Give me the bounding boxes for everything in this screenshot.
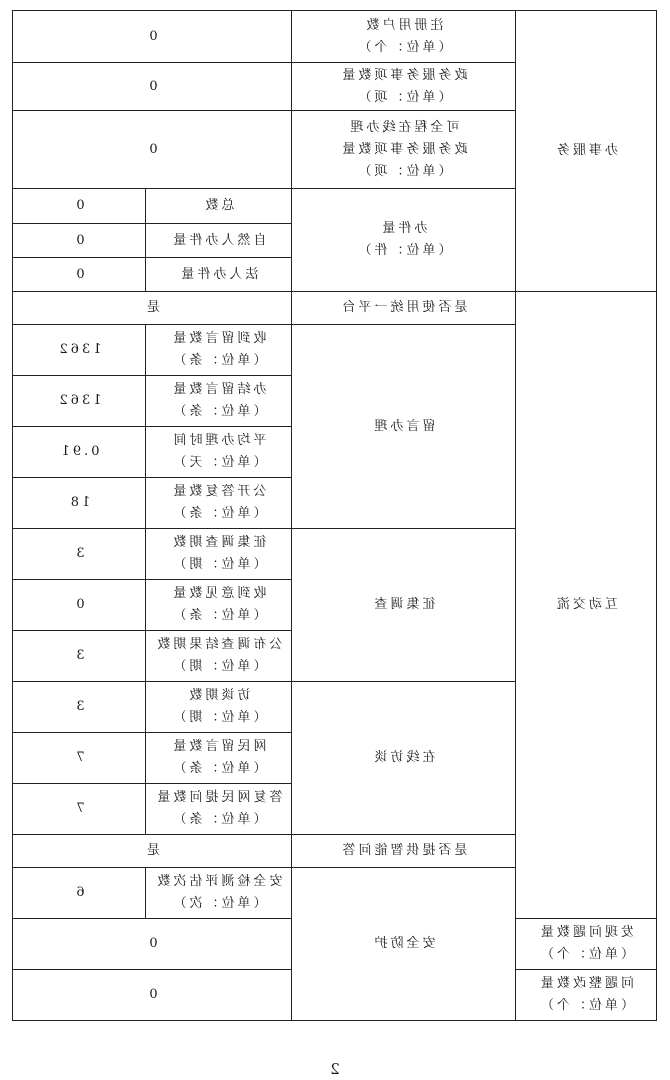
- section-security: 安全防护: [292, 868, 516, 1021]
- sub-label: 自然人办件量: [146, 224, 292, 258]
- sub-label: 答复网民提问数量 （单位：条）: [146, 784, 292, 835]
- sub-value: 7: [13, 733, 146, 784]
- row-value: 6: [13, 868, 146, 919]
- sub-label: 访谈期数 （单位：期）: [146, 682, 292, 733]
- sub-label: 总数: [146, 189, 292, 224]
- row-label: 政务服务事项数量 （单位：项）: [292, 63, 516, 111]
- row-value: 0: [13, 11, 292, 63]
- row-label: 留言办理: [292, 325, 516, 529]
- sub-value: 0: [13, 224, 146, 258]
- section-interaction: 互动交流: [516, 292, 657, 919]
- page-number: 2: [330, 1060, 340, 1078]
- sub-label: 公布调查结果期数 （单位：期）: [146, 631, 292, 682]
- sub-label: 征集调查期数 （单位：期）: [146, 529, 292, 580]
- sub-value: 7: [13, 784, 146, 835]
- sub-value: 3: [13, 529, 146, 580]
- row-value: 0: [13, 63, 292, 111]
- row-label: 在线访谈: [292, 682, 516, 835]
- row-label: 是否使用统一平台: [292, 292, 516, 325]
- sub-value: 0: [13, 580, 146, 631]
- sub-label: 收到意见数量 （单位：条）: [146, 580, 292, 631]
- row-value: 是: [13, 835, 292, 868]
- sub-value: 0: [13, 189, 146, 224]
- sub-value: 0.91: [13, 427, 146, 478]
- row-value: 是: [13, 292, 292, 325]
- row-label: 可全程在线办理 政务服务事项数量 （单位：项）: [292, 111, 516, 189]
- sub-value: 1362: [13, 325, 146, 376]
- sub-label: 法人办件量: [146, 258, 292, 292]
- sub-label: 公开答复数量 （单位：条）: [146, 478, 292, 529]
- row-label: 征集调查: [292, 529, 516, 682]
- sub-label: 收到留言数量 （单位：条）: [146, 325, 292, 376]
- row-label: 发现问题数量 （单位：个）: [516, 919, 657, 970]
- sub-label: 平均办理时间 （单位：天）: [146, 427, 292, 478]
- sub-value: 18: [13, 478, 146, 529]
- row-label: 办件量 （单位：件）: [292, 189, 516, 292]
- statistics-table: [12, 10, 657, 1021]
- row-value: 0: [13, 919, 292, 970]
- row-label: 注册用户数 （单位：个）: [292, 11, 516, 63]
- row-label: 问题整改数量 （单位：个）: [516, 970, 657, 1021]
- row-label: 是否提供智能问答: [292, 835, 516, 868]
- sub-label: 网民留言数量 （单位：条）: [146, 733, 292, 784]
- sub-label: 办结留言数量 （单位：条）: [146, 376, 292, 427]
- sub-value: 0: [13, 258, 146, 292]
- row-value: 0: [13, 970, 292, 1021]
- section-service: 办事服务: [516, 11, 657, 292]
- sub-value: 3: [13, 682, 146, 733]
- row-value: 0: [13, 111, 292, 189]
- sub-value: 3: [13, 631, 146, 682]
- row-label: 安全检测评估次数 （单位：次）: [146, 868, 292, 919]
- sub-value: 1362: [13, 376, 146, 427]
